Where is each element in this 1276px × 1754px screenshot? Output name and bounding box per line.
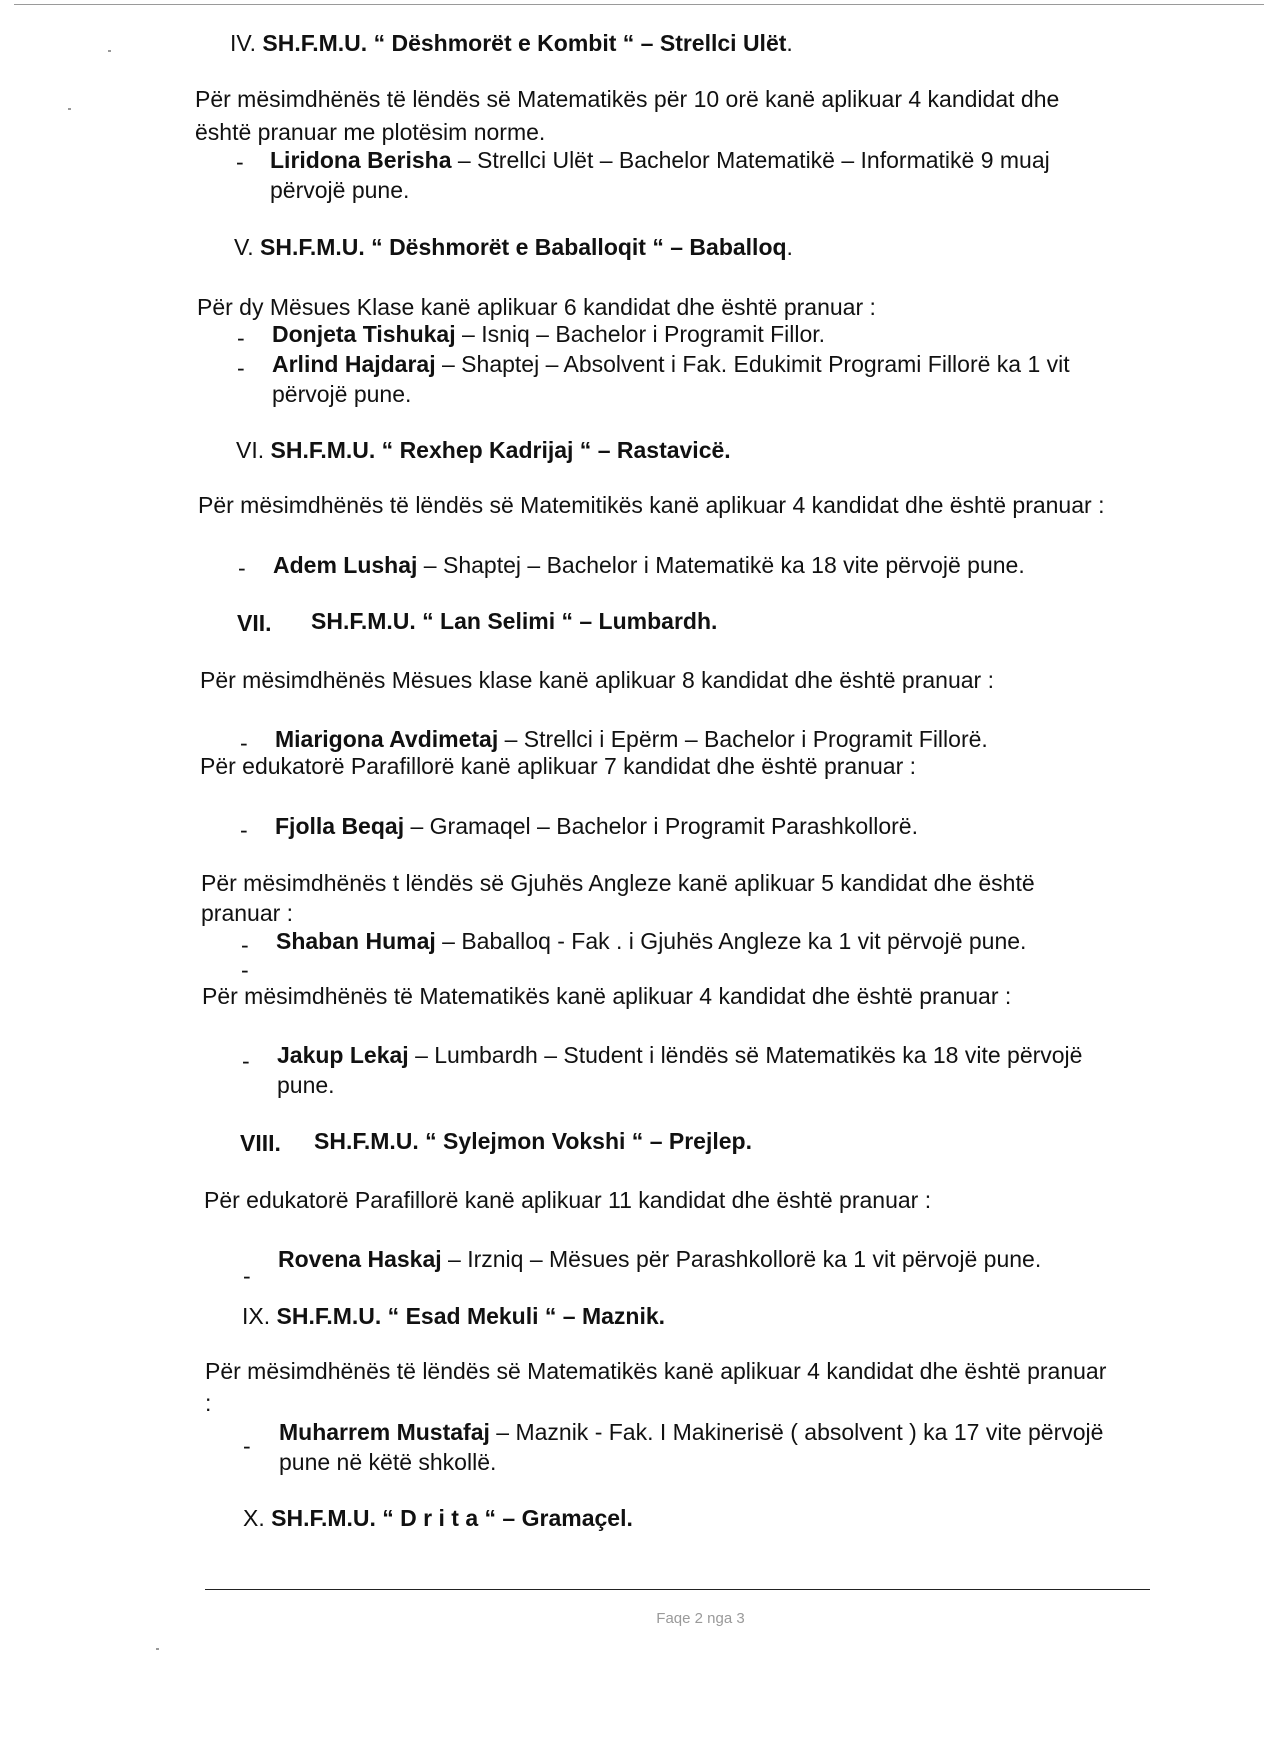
- paragraph: është pranuar me plotësim norme.: [195, 119, 546, 145]
- bullet-dash: -: [241, 957, 249, 983]
- paragraph: :: [205, 1390, 212, 1416]
- candidate-entry: Fjolla Beqaj – Gramaqel – Bachelor i Programit Parashkollorë.: [275, 813, 918, 839]
- top-edge-rule: [14, 4, 1264, 5]
- candidate-entry-cont: pune në këtë shkollë.: [279, 1449, 497, 1475]
- candidate-entry: Arlind Hajdaraj – Shaptej – Absolvent i Fak. Edukimit Programi Fillorë ka 1 vit: [272, 351, 1070, 377]
- footer-rule: [205, 1589, 1150, 1590]
- section-heading-x: X. SH.F.M.U. “ D r i t a “ – Gramaçel.: [243, 1505, 633, 1531]
- bullet-dash: -: [242, 1048, 250, 1074]
- paragraph: Për dy Mësues Klase kanë aplikuar 6 kandidat dhe është pranuar :: [197, 294, 876, 320]
- paragraph: pranuar :: [201, 900, 294, 926]
- bullet-dash: -: [243, 1263, 251, 1289]
- scan-speck: [156, 1648, 159, 1650]
- paragraph: Për edukatorë Parafillorë kanë aplikuar 11 kandidat dhe është pranuar :: [204, 1187, 932, 1213]
- candidate-entry: Liridona Berisha – Strellci Ulët – Bachelor Matematikë – Informatikë 9 muaj: [270, 147, 1050, 173]
- bullet-dash: -: [243, 1433, 251, 1459]
- paragraph: Për mësimdhënës të lëndës së Matemitikës kanë aplikuar 4 kandidat dhe është pranuar :: [198, 492, 1105, 518]
- section-heading-vi: VI. SH.F.M.U. “ Rexhep Kadrijaj “ – Rastavicë.: [236, 437, 731, 463]
- bullet-dash: -: [237, 355, 245, 381]
- candidate-entry-cont: përvojë pune.: [270, 177, 410, 203]
- candidate-entry: Jakup Lekaj – Lumbardh – Student i lëndës së Matematikës ka 18 vite përvojë: [277, 1042, 1083, 1068]
- section-heading-ix: IX. SH.F.M.U. “ Esad Mekuli “ – Maznik.: [242, 1303, 666, 1329]
- candidate-entry: Shaban Humaj – Baballoq - Fak . i Gjuhës Angleze ka 1 vit përvojë pune.: [276, 928, 1027, 954]
- bullet-dash: -: [240, 730, 248, 756]
- bullet-dash: -: [241, 932, 249, 958]
- paragraph: Për mësimdhënës të lëndës së Matematikës kanë aplikuar 4 kandidat dhe është pranuar: [205, 1358, 1107, 1384]
- bullet-dash: -: [236, 149, 244, 175]
- candidate-entry-cont: pune.: [277, 1072, 335, 1098]
- scan-speck: [108, 50, 111, 52]
- section-heading-vii: SH.F.M.U. “ Lan Selimi “ – Lumbardh.: [311, 608, 718, 634]
- paragraph: Për mësimdhënës të lëndës së Matematikës për 10 orë kanë aplikuar 4 kandidat dhe: [195, 86, 1060, 112]
- candidate-entry-cont: përvojë pune.: [272, 381, 412, 407]
- paragraph: Për mësimdhënës t lëndës së Gjuhës Angleze kanë aplikuar 5 kandidat dhe është: [201, 870, 1035, 896]
- section-number-vii: VII.: [237, 610, 272, 636]
- section-number-viii: VIII.: [240, 1130, 281, 1156]
- bullet-dash: -: [238, 555, 246, 581]
- candidate-entry: Adem Lushaj – Shaptej – Bachelor i Matematikë ka 18 vite përvojë pune.: [273, 552, 1025, 578]
- paragraph: Për mësimdhënës të Matematikës kanë aplikuar 4 kandidat dhe është pranuar :: [202, 983, 1012, 1009]
- bullet-dash: -: [240, 817, 248, 843]
- section-heading-v: V. SH.F.M.U. “ Dëshmorët e Baballoqit “ – Baballoq.: [234, 234, 793, 260]
- candidate-entry: Rovena Haskaj – Irzniq – Mësues për Parashkollorë ka 1 vit përvojë pune.: [278, 1246, 1042, 1272]
- section-heading-iv: IV. SH.F.M.U. “ Dëshmorët e Kombit “ – Strellci Ulët.: [230, 30, 793, 56]
- page-number: Faqe 2 nga 3: [656, 1610, 745, 1627]
- paragraph: Për mësimdhënës Mësues klase kanë aplikuar 8 kandidat dhe është pranuar :: [200, 667, 994, 693]
- paragraph: Për edukatorë Parafillorë kanë aplikuar 7 kandidat dhe është pranuar :: [200, 753, 917, 779]
- scan-speck: [68, 108, 71, 110]
- candidate-entry: Miarigona Avdimetaj – Strellci i Epërm – Bachelor i Programit Fillorë.: [275, 726, 988, 752]
- candidate-entry: Muharrem Mustafaj – Maznik - Fak. I Makinerisë ( absolvent ) ka 17 vite përvojë: [279, 1419, 1104, 1445]
- candidate-entry: Donjeta Tishukaj – Isniq – Bachelor i Programit Fillor.: [272, 321, 826, 347]
- section-heading-viii: SH.F.M.U. “ Sylejmon Vokshi “ – Prejlep.: [314, 1128, 752, 1154]
- bullet-dash: -: [237, 325, 245, 351]
